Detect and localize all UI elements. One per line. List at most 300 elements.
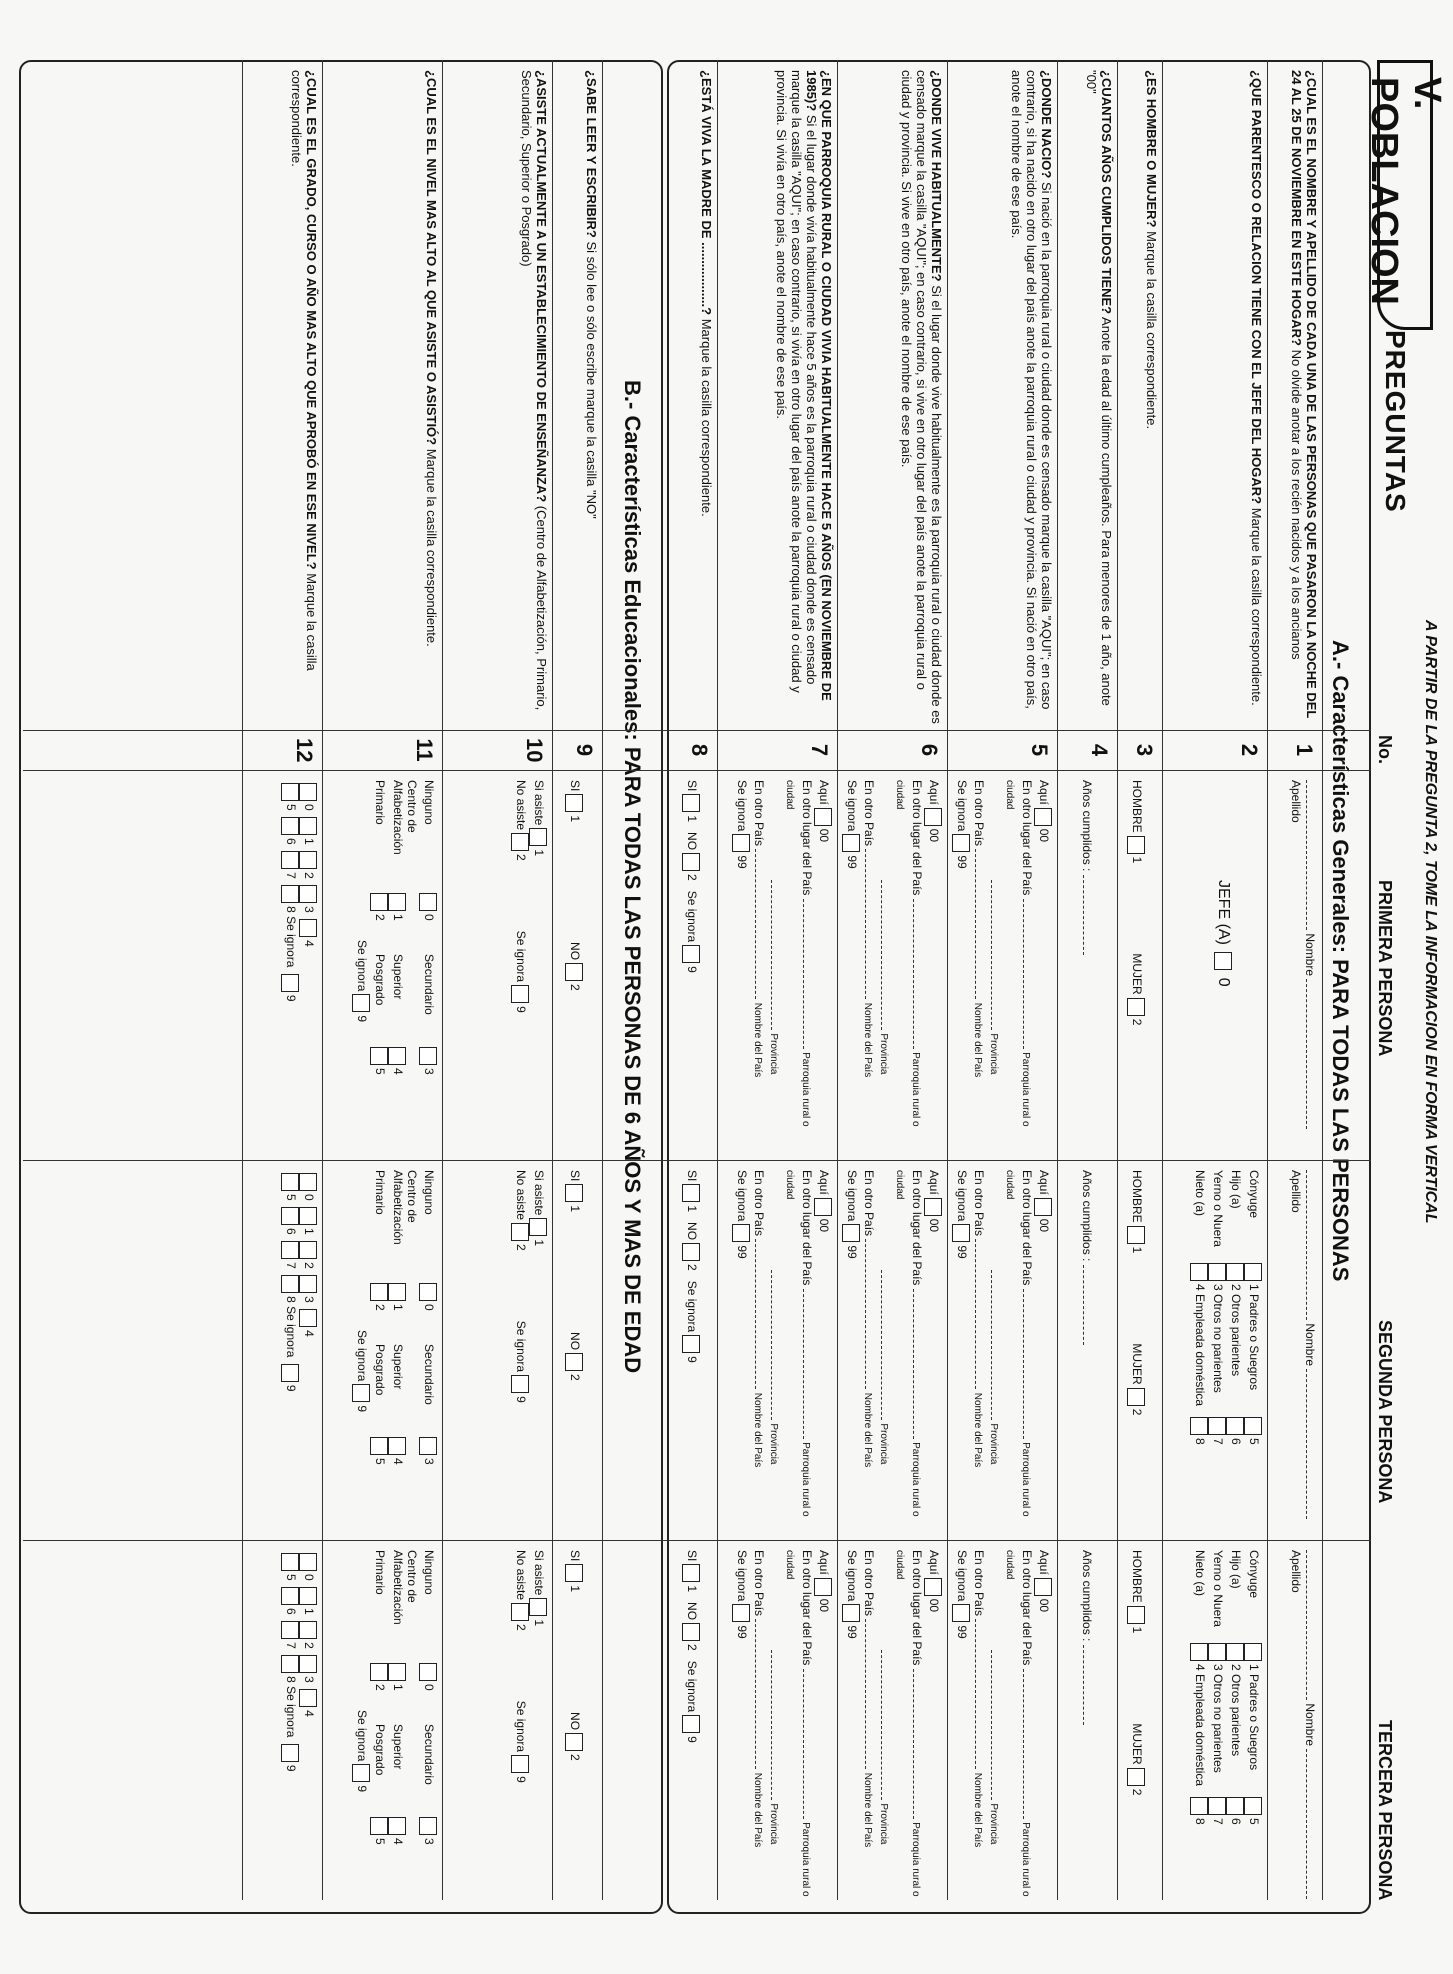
label: Nombre del País: [972, 1772, 983, 1848]
p2-q7-cell: [732, 1170, 832, 1540]
p3-q12-grado-3[interactable]: [299, 1655, 317, 1673]
p3-q2-rel-4[interactable]: [1190, 1643, 1208, 1661]
rel-label: Cónyuge: [1246, 1170, 1261, 1219]
row-divider: [442, 60, 443, 1900]
rel-label: Hijo (a): [1228, 1550, 1243, 1589]
p2-q9-no[interactable]: [565, 1353, 583, 1371]
label: 2: [684, 1644, 699, 1651]
code: 5: [283, 804, 298, 811]
label: Nombre: [1303, 933, 1317, 977]
p1-q12-grado-3[interactable]: [299, 885, 317, 903]
label: NO: [567, 942, 582, 961]
p2-q10-ignora[interactable]: [511, 1375, 529, 1393]
p3-q8-cell: [682, 1550, 712, 1920]
code: 4: [301, 940, 316, 947]
label: 99: [954, 1625, 969, 1639]
label: MUJER: [1129, 1723, 1144, 1765]
p1-q2-jefe-box[interactable]: [1214, 952, 1232, 970]
question-desc: Marque la casilla correspondiente.: [424, 448, 439, 647]
label: Se ignora: [684, 890, 699, 943]
p1-q12-grado-1[interactable]: [299, 817, 317, 835]
p1-q11-nivel-ignora[interactable]: [352, 994, 370, 1012]
label: Apellido: [1289, 780, 1303, 823]
p2-q12-grado-2[interactable]: [299, 1241, 317, 1259]
p2-q12-grado-4[interactable]: [299, 1309, 317, 1327]
p1-q10-ignora[interactable]: [511, 985, 529, 1003]
p2-q9-si[interactable]: [565, 1184, 583, 1202]
code: 0: [301, 1574, 316, 1581]
level-label: Primario: [373, 1170, 387, 1215]
p3-q8-no[interactable]: [682, 1623, 700, 1641]
label: MUJER: [1129, 1343, 1144, 1385]
code: 3: [301, 1676, 316, 1683]
label: Aquí: [926, 780, 941, 805]
label: 1: [567, 1205, 582, 1213]
question-number: 2: [1237, 743, 1262, 757]
p1-q12-grado-7[interactable]: [281, 851, 299, 869]
p1-q12-grado-5[interactable]: [281, 783, 299, 801]
label: Aquí: [1036, 1550, 1051, 1575]
label: Años cumplidos :: [1080, 1170, 1094, 1262]
p1-q12-grado-2[interactable]: [299, 851, 317, 869]
question-title: ¿DONDE VIVE HABITUALMENTE?: [929, 70, 944, 282]
question-desc: No olvide anotar a los recién nacidos y a los ancianos: [1289, 349, 1304, 660]
section-title-text: V. POBLACION: [1363, 77, 1448, 305]
p2-q5-cell: [952, 1170, 1052, 1540]
label: 99: [844, 1625, 859, 1639]
row-divider: [1117, 60, 1118, 1900]
p2-q11-nivel-ignora[interactable]: [352, 1384, 370, 1402]
p2-q10-si-asiste[interactable]: [529, 1218, 547, 1236]
label: En otro lugar del País: [910, 1550, 924, 1666]
p1-q12-grado-9[interactable]: [281, 974, 299, 992]
p1-q6-aqui[interactable]: [924, 808, 942, 826]
p3-q5-ignora[interactable]: [952, 1604, 970, 1622]
p1-q12-grado-6[interactable]: [281, 817, 299, 835]
code: 2: [301, 1642, 316, 1649]
label: 00: [926, 828, 941, 843]
label: Nombre: [1303, 1703, 1317, 1747]
p2-q3-mujer[interactable]: [1127, 1388, 1145, 1406]
label: Aquí: [926, 1550, 941, 1575]
p3-q12-grado-1[interactable]: [299, 1587, 317, 1605]
p3-q5-aqui[interactable]: [1034, 1578, 1052, 1596]
p2-q8-si[interactable]: [682, 1184, 700, 1202]
question-title: ¿ESTÁ VIVA LA MADRE DE ..................?: [699, 70, 714, 316]
p3-q2-rel-6[interactable]: [1226, 1797, 1244, 1815]
p1-q1-cell: [1289, 780, 1317, 1150]
p1-q10-cell: [511, 780, 547, 1150]
question-title: ¿CUAL ES EL GRADO, CURSO O AÑO MAS ALTO QUE APROBÓ EN ESE NIVEL?: [304, 70, 319, 570]
label: En otro País: [972, 1550, 986, 1617]
p2-q12-grado-1[interactable]: [299, 1207, 317, 1225]
p2-q12-grado-6[interactable]: [281, 1207, 299, 1225]
label: 1: [1129, 1246, 1144, 1254]
level-label: Primario: [373, 1550, 387, 1595]
label: NO: [684, 1222, 699, 1241]
p2-q12-grado-0[interactable]: [299, 1173, 317, 1191]
label: Parroquia rural o ciudad: [894, 1550, 921, 1897]
p2-q2-rel-8[interactable]: [1190, 1417, 1208, 1435]
p1-q12-grado-8[interactable]: [281, 885, 299, 903]
p3-q12-grado-6[interactable]: [281, 1587, 299, 1605]
p3-q3-mujer[interactable]: [1127, 1768, 1145, 1786]
label: Si asiste: [531, 1170, 546, 1216]
label: 99: [844, 855, 859, 869]
question-number: 3: [1132, 743, 1157, 757]
question-desc: Marque la casilla correspondiente.: [1144, 231, 1159, 430]
p1-q8-no[interactable]: [682, 853, 700, 871]
label: En otro País: [862, 1550, 876, 1617]
p3-q6-ignora[interactable]: [842, 1604, 860, 1622]
code: 4: [1192, 1284, 1207, 1291]
p1-q11-nivel-5[interactable]: [370, 1047, 388, 1065]
label: Años cumplidos :: [1080, 1550, 1094, 1642]
label: NO: [684, 1602, 699, 1621]
p3-q10-cell: [511, 1550, 547, 1920]
label: 2: [1129, 1408, 1144, 1416]
code: 0: [301, 1194, 316, 1201]
p1-q10-si-asiste[interactable]: [529, 828, 547, 846]
label: 2: [567, 984, 582, 991]
p2-q11-nivel-2[interactable]: [370, 1283, 388, 1301]
p3-q2-rel-2[interactable]: [1226, 1643, 1244, 1661]
p2-q7-aqui[interactable]: [814, 1198, 832, 1216]
question-desc: Si el lugar donde vive habitualmente es la parroquia rural o ciudad donde es censado marque la casilla "AQUI"; en caso contrario, si vive en otro lugar del país anote la parroquia rural o ciudad y provincia. Si vive en otro país, anote el nombre de ese país.: [899, 70, 944, 724]
label: 1: [1129, 1626, 1144, 1634]
p3-q6-cell: [842, 1550, 942, 1920]
p3-q11-nivel-4[interactable]: [388, 1817, 406, 1835]
p1-q9-no[interactable]: [565, 963, 583, 981]
p1-q7-cell: [732, 780, 832, 1150]
row-divider: [552, 60, 553, 1900]
divider-questions: [23, 730, 1371, 731]
code: 3: [1210, 1284, 1225, 1291]
row-divider: [717, 60, 718, 1900]
rel-label: Empleada doméstica: [1192, 1674, 1207, 1787]
label: 1: [1129, 856, 1144, 864]
p2-q6-aqui[interactable]: [924, 1198, 942, 1216]
label: 9: [513, 1396, 528, 1403]
p1-q11-nivel-2[interactable]: [370, 893, 388, 911]
label: 1: [567, 1585, 582, 1593]
question-desc: Marque la casilla correspondiente.: [1249, 507, 1264, 706]
p3-q10-ignora[interactable]: [511, 1755, 529, 1773]
label: Si asiste: [531, 1550, 546, 1596]
code: 7: [283, 872, 298, 879]
p3-q2-rel-3[interactable]: [1208, 1643, 1226, 1661]
section-a-title: A.- Características Generales: PARA TODAS LAS PERSONAS: [1328, 640, 1353, 1282]
p1-q8-si[interactable]: [682, 794, 700, 812]
p3-q3-hombre[interactable]: [1127, 1606, 1145, 1624]
label: 1: [567, 815, 582, 823]
p2-q2-rel-7[interactable]: [1208, 1417, 1226, 1435]
p1-q6-ignora[interactable]: [842, 834, 860, 852]
row-divider: [1322, 60, 1323, 1900]
label: Provincia: [988, 1033, 999, 1075]
code: 5: [373, 1068, 387, 1075]
label: Aquí: [816, 1550, 831, 1575]
label: 99: [734, 1625, 749, 1639]
rel-label: Padres o Suegros: [1246, 1294, 1261, 1391]
p3-q7-aqui[interactable]: [814, 1578, 832, 1596]
label: Se ignora: [954, 1550, 969, 1602]
code: 5: [373, 1458, 387, 1465]
p3-q7-ignora[interactable]: [732, 1604, 750, 1622]
code: 2: [301, 1262, 316, 1269]
p1-q3-mujer[interactable]: [1127, 998, 1145, 1016]
p2-q11-nivel-4[interactable]: [388, 1437, 406, 1455]
divider-p1: [23, 1160, 1371, 1161]
label: 99: [954, 1245, 969, 1259]
question-5: [1009, 70, 1054, 730]
code: 4: [391, 1068, 405, 1075]
p1-q7-aqui[interactable]: [814, 808, 832, 826]
p2-q10-cell: [511, 1170, 547, 1540]
col-person-3: TERCERA PERSONA: [1375, 1720, 1395, 1901]
question-number: 1: [1292, 743, 1317, 757]
level-label: Superior: [391, 1724, 405, 1770]
p3-q6-aqui[interactable]: [924, 1578, 942, 1596]
label: Parroquia rural o ciudad: [784, 780, 811, 1127]
p3-q4-cell: [1080, 1550, 1112, 1920]
p1-q3-cell: [1127, 780, 1157, 1150]
p2-q2-rel-5[interactable]: [1244, 1417, 1262, 1435]
level-label: Ninguno: [421, 1550, 436, 1595]
level-label: Posgrado: [373, 1344, 387, 1396]
p1-q5-ignora[interactable]: [952, 834, 970, 852]
p2-q11-nivel-3[interactable]: [419, 1437, 437, 1455]
p3-q11-nivel-3[interactable]: [419, 1817, 437, 1835]
question-title: ¿DONDE NACIO?: [1039, 70, 1054, 179]
code: 2: [301, 872, 316, 879]
p3-q8-si[interactable]: [682, 1564, 700, 1582]
code: 0: [421, 1304, 436, 1311]
p1-q9-si[interactable]: [565, 794, 583, 812]
label: Se ignora: [355, 940, 369, 992]
label: 00: [926, 1598, 941, 1613]
label: Provincia: [988, 1803, 999, 1845]
p3-q11-nivel-5[interactable]: [370, 1817, 388, 1835]
question-9: [584, 70, 599, 730]
p2-q3-hombre[interactable]: [1127, 1226, 1145, 1244]
p2-q3-cell: [1127, 1170, 1157, 1540]
p1-q5-aqui[interactable]: [1034, 808, 1052, 826]
label: 00: [926, 1218, 941, 1233]
label: En otro País: [752, 1170, 766, 1237]
label: Se ignora: [684, 1280, 699, 1333]
code: 8: [1192, 1818, 1207, 1825]
p2-q11-cell: [352, 1170, 437, 1540]
p1-q12-grado-0[interactable]: [299, 783, 317, 801]
p3-q12-grado-5[interactable]: [281, 1553, 299, 1571]
row-divider: [1267, 60, 1268, 1900]
p1-q11-nivel-4[interactable]: [388, 1047, 406, 1065]
label: 9: [355, 1785, 369, 1793]
code: 6: [1228, 1438, 1243, 1445]
p2-q12-grado-5[interactable]: [281, 1173, 299, 1191]
vertical-note: A PARTIR DE LA PREGUNTA 2, TOME LA INFORMACION EN FORMA VERTICAL: [1422, 620, 1439, 1224]
code: 6: [283, 1608, 298, 1615]
p3-q12-grado-2[interactable]: [299, 1621, 317, 1639]
p2-q12-grado-9[interactable]: [281, 1364, 299, 1382]
code: 8 Se ignora: [283, 1296, 298, 1358]
label: 2: [567, 1374, 582, 1381]
p3-q12-grado-7[interactable]: [281, 1621, 299, 1639]
code: 0: [301, 804, 316, 811]
question-3: [1144, 70, 1159, 730]
p3-q11-nivel-ignora[interactable]: [352, 1764, 370, 1782]
p1-q12-grado-4[interactable]: [299, 919, 317, 937]
p3-q12-grado-0[interactable]: [299, 1553, 317, 1571]
p3-q11-nivel-0[interactable]: [419, 1663, 437, 1681]
p2-q2-rel-4[interactable]: [1190, 1263, 1208, 1281]
p3-q8-ignora[interactable]: [682, 1715, 700, 1733]
p2-q11-nivel-0[interactable]: [419, 1283, 437, 1301]
question-title: ¿EN QUE PARROQUIA RURAL O CIUDAD VIVIA HABITUALMENTE HACE 5 AÑOS (EN NOVIEMBRE DE 1985)?: [804, 70, 834, 701]
question-title: ¿ASISTE ACTUALMENTE A UN ESTABLECIMIENTO DE ENSEÑANZA?: [534, 70, 549, 503]
level-label: Centro de Alfabetización: [391, 780, 419, 855]
question-number: 8: [687, 743, 712, 757]
label: HOMBRE: [1129, 780, 1144, 833]
p2-q12-grado-8[interactable]: [281, 1275, 299, 1293]
p1-q8-ignora[interactable]: [682, 945, 700, 963]
question-number: 11: [412, 738, 437, 762]
row-divider: [322, 60, 323, 1900]
p2-q2-rel-1[interactable]: [1244, 1263, 1262, 1281]
level-label: Posgrado: [373, 1724, 387, 1776]
p2-q6-ignora[interactable]: [842, 1224, 860, 1242]
p2-q7-ignora[interactable]: [732, 1224, 750, 1242]
label: No asiste: [513, 1550, 528, 1601]
p2-q2-rel-3[interactable]: [1208, 1263, 1226, 1281]
p1-q3-hombre[interactable]: [1127, 836, 1145, 854]
label: Aquí: [1036, 1170, 1051, 1195]
p3-q2-rel-7[interactable]: [1208, 1797, 1226, 1815]
p1-q7-ignora[interactable]: [732, 834, 750, 852]
label: NO: [684, 832, 699, 851]
code: 2: [373, 1304, 387, 1311]
code: 4: [301, 1710, 316, 1717]
p3-q11-nivel-2[interactable]: [370, 1663, 388, 1681]
rel-label: Hijo (a): [1228, 1170, 1243, 1209]
p1-q11-nivel-1[interactable]: [388, 893, 406, 911]
p2-q8-ignora[interactable]: [682, 1335, 700, 1353]
code: 1: [301, 838, 316, 845]
p1-q11-nivel-0[interactable]: [419, 893, 437, 911]
p3-q2-rel-5[interactable]: [1244, 1797, 1262, 1815]
label: NO: [567, 1712, 582, 1731]
p1-q9-cell: [565, 780, 597, 1150]
question-title: ¿CUANTOS AÑOS CUMPLIDOS TIENE?: [1099, 70, 1114, 315]
p3-q12-grado-4[interactable]: [299, 1689, 317, 1707]
label: Apellido: [1289, 1550, 1303, 1593]
label: Se ignora: [355, 1330, 369, 1382]
label: Nombre del País: [862, 1772, 873, 1848]
label: Se ignora: [954, 1170, 969, 1222]
p2-q5-aqui[interactable]: [1034, 1198, 1052, 1216]
question-number: 6: [917, 743, 942, 757]
question-desc: Anote la edad al último cumpleaños. Para menores de 1 año, anote "00": [1084, 70, 1114, 706]
label: Años cumplidos :: [1080, 780, 1094, 872]
p2-q2-rel-6[interactable]: [1226, 1417, 1244, 1435]
code: 4: [301, 1330, 316, 1337]
rel-label: Padres o Suegros: [1246, 1674, 1261, 1771]
code: 2: [373, 914, 387, 921]
level-label: Secundario: [421, 954, 436, 1015]
level-label: Posgrado: [373, 954, 387, 1006]
label: No asiste: [513, 1170, 528, 1221]
label: 1: [684, 815, 699, 823]
code: 1: [1246, 1284, 1261, 1291]
label: 00: [1036, 1218, 1051, 1233]
p2-q12-grado-3[interactable]: [299, 1275, 317, 1293]
p2-q8-no[interactable]: [682, 1243, 700, 1261]
p2-q2-rel-2[interactable]: [1226, 1263, 1244, 1281]
label: Nombre del País: [972, 1392, 983, 1468]
p2-q12-grado-7[interactable]: [281, 1241, 299, 1259]
label: En otro lugar del País: [910, 1170, 924, 1286]
label: Se ignora: [513, 930, 528, 983]
p2-q9-cell: [565, 1170, 597, 1540]
label: Nombre del País: [862, 1002, 873, 1078]
p3-q10-si-asiste[interactable]: [529, 1598, 547, 1616]
code: 4: [391, 1838, 405, 1845]
p3-q9-si[interactable]: [565, 1564, 583, 1582]
label: Parroquia rural o ciudad: [784, 1550, 811, 1897]
p3-q7-cell: [732, 1550, 832, 1920]
code: 8 Se ignora: [283, 906, 298, 968]
p3-q2-rel-1[interactable]: [1244, 1643, 1262, 1661]
label: En otro lugar del País: [1020, 1550, 1034, 1666]
p3-q11-nivel-1[interactable]: [388, 1663, 406, 1681]
label: En otro lugar del País: [800, 780, 814, 896]
p3-q12-grado-8[interactable]: [281, 1655, 299, 1673]
p2-q10-no-asiste[interactable]: [511, 1223, 529, 1241]
label: Se ignora: [355, 1710, 369, 1762]
label: 2: [684, 1264, 699, 1271]
p2-q11-nivel-1[interactable]: [388, 1283, 406, 1301]
question-number: 12: [292, 738, 317, 763]
code: 7: [283, 1262, 298, 1269]
label: Provincia: [768, 1033, 779, 1075]
label: 1: [531, 1619, 546, 1627]
p2-q5-ignora[interactable]: [952, 1224, 970, 1242]
label: JEFE (A): [1214, 880, 1232, 945]
p3-q2-rel-8[interactable]: [1190, 1797, 1208, 1815]
question-desc: Si el lugar donde vivía habitualmente hace 5 años es la parroquia rural o ciudad donde es censado marque la casilla "AQUI"; en caso contrario, si vivía en otro lugar del país anote la parroquia rural o ciudad y provincia. Si vivía en otro país, anote el nombre de ese país.: [774, 70, 819, 693]
label: 9: [513, 1776, 528, 1783]
code: 2: [373, 1684, 387, 1691]
p3-q12-grado-9[interactable]: [281, 1744, 299, 1762]
p1-q11-nivel-3[interactable]: [419, 1047, 437, 1065]
p2-q11-nivel-5[interactable]: [370, 1437, 388, 1455]
code: 3: [301, 906, 316, 913]
label: MUJER: [1129, 953, 1144, 995]
code: 0: [421, 914, 436, 921]
code: 7: [1210, 1818, 1225, 1825]
code: 1: [301, 1608, 316, 1615]
level-label: Superior: [391, 1344, 405, 1390]
p3-q9-no[interactable]: [565, 1733, 583, 1751]
p3-q12-cell: [281, 1550, 317, 1920]
p1-q11-cell: [352, 780, 437, 1150]
p3-q10-no-asiste[interactable]: [511, 1603, 529, 1621]
p1-q10-no-asiste[interactable]: [511, 833, 529, 851]
label: Se ignora: [734, 780, 749, 832]
label: Parroquia rural o ciudad: [1004, 1170, 1031, 1517]
question-number: 7: [807, 743, 832, 757]
